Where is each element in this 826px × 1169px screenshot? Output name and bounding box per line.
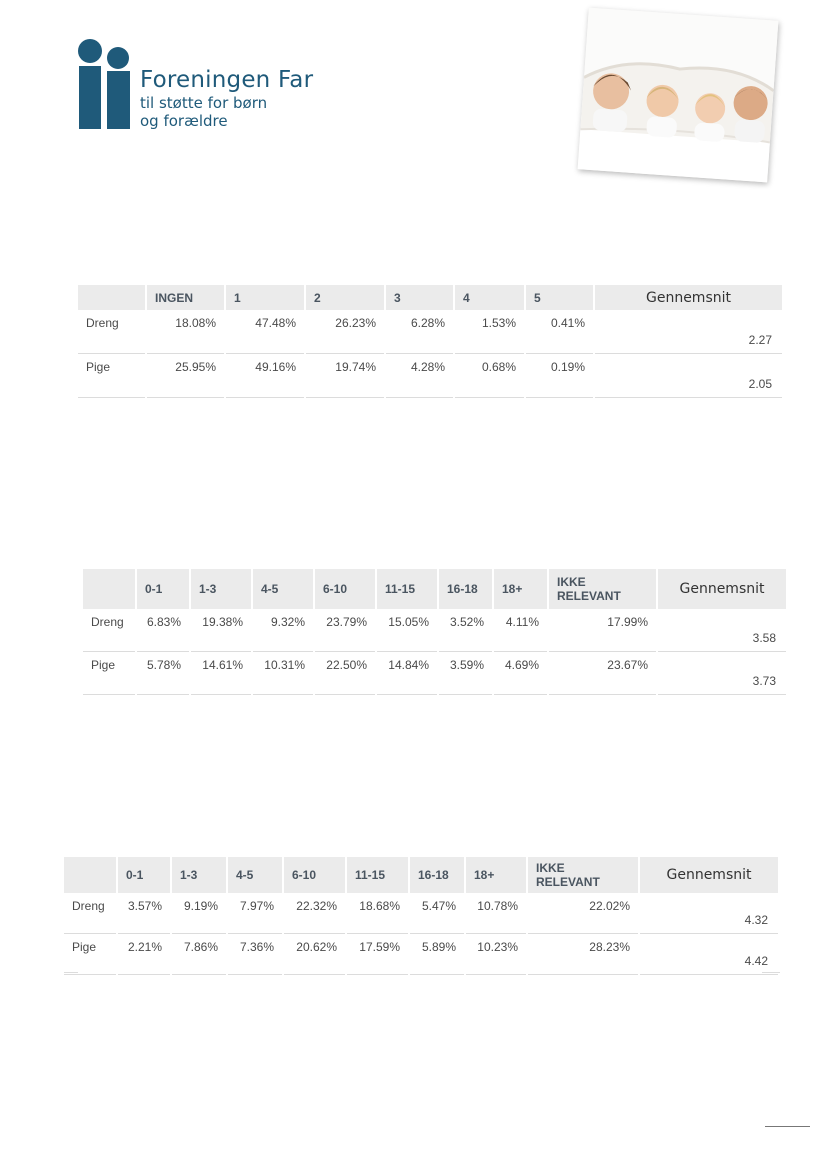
column-header: 1-3 bbox=[172, 857, 226, 893]
column-header: 0-1 bbox=[118, 857, 170, 893]
table-cell: 22.02% bbox=[528, 893, 638, 934]
table-cell: 4.11% bbox=[494, 609, 547, 652]
table-cell: 0.68% bbox=[455, 354, 524, 398]
column-header: 3 bbox=[386, 285, 453, 310]
row-label: Pige bbox=[78, 354, 145, 398]
avg-cell: 4.42 bbox=[640, 934, 778, 975]
table-cell: 18.08% bbox=[147, 310, 224, 354]
row-label: Dreng bbox=[83, 609, 135, 652]
table-cell: 5.47% bbox=[410, 893, 464, 934]
table-cell: 19.38% bbox=[191, 609, 251, 652]
table-cell: 9.19% bbox=[172, 893, 226, 934]
row-label: Pige bbox=[83, 652, 135, 695]
table-cell: 2.21% bbox=[118, 934, 170, 975]
table-cell: 0.19% bbox=[526, 354, 593, 398]
logo-subtitle-line1: til støtte for børn bbox=[140, 94, 268, 112]
column-header: 4-5 bbox=[253, 569, 313, 609]
table-cell: 18.68% bbox=[347, 893, 408, 934]
stats-table-2 bbox=[81, 569, 788, 695]
table-cell: 17.99% bbox=[549, 609, 656, 652]
table-cell: 10.78% bbox=[466, 893, 526, 934]
table-header-row bbox=[78, 285, 782, 310]
table-cell: 14.61% bbox=[191, 652, 251, 695]
table-cell: 3.52% bbox=[439, 609, 492, 652]
avg-cell: 2.05 bbox=[595, 354, 782, 398]
column-header: 18+ bbox=[494, 569, 547, 609]
table-cell: 7.86% bbox=[172, 934, 226, 975]
avg-column-header: Gennemsnit bbox=[640, 857, 778, 893]
table-cell: 25.95% bbox=[147, 354, 224, 398]
avg-column-header: Gennemsnit bbox=[595, 285, 782, 310]
table-cell: 17.59% bbox=[347, 934, 408, 975]
column-header: INGEN bbox=[147, 285, 224, 310]
logo-mark-icon bbox=[78, 38, 138, 134]
column-header: 6-10 bbox=[284, 857, 345, 893]
column-header: 18+ bbox=[466, 857, 526, 893]
table-cell: 23.67% bbox=[549, 652, 656, 695]
table-cell: 4.69% bbox=[494, 652, 547, 695]
stats-table-1 bbox=[76, 285, 784, 398]
avg-column-header: Gennemsnit bbox=[658, 569, 786, 609]
table-cell: 6.28% bbox=[386, 310, 453, 354]
table-header-row bbox=[64, 857, 778, 893]
column-header: 6-10 bbox=[315, 569, 375, 609]
table-cell: 14.84% bbox=[377, 652, 437, 695]
footer-rule bbox=[765, 1126, 810, 1127]
table-cell: 22.32% bbox=[284, 893, 345, 934]
column-header: 4-5 bbox=[228, 857, 282, 893]
table-row bbox=[64, 893, 778, 934]
logo-subtitle-line2: og forældre bbox=[140, 112, 228, 130]
avg-cell: 3.58 bbox=[658, 609, 786, 652]
table-cell: 47.48% bbox=[226, 310, 304, 354]
column-header: IKKE RELEVANT bbox=[528, 857, 638, 893]
table-cell: 7.36% bbox=[228, 934, 282, 975]
column-header: 0-1 bbox=[137, 569, 189, 609]
column-header: 5 bbox=[526, 285, 593, 310]
family-photo bbox=[578, 8, 779, 183]
stats-table-3 bbox=[62, 857, 780, 975]
table-row bbox=[83, 609, 786, 652]
table-cell: 20.62% bbox=[284, 934, 345, 975]
row-label: Dreng bbox=[78, 310, 145, 354]
table-row bbox=[64, 934, 778, 975]
column-header: 1-3 bbox=[191, 569, 251, 609]
column-header: 4 bbox=[455, 285, 524, 310]
avg-cell: 3.73 bbox=[658, 652, 786, 695]
avg-cell: 2.27 bbox=[595, 310, 782, 354]
table-cell: 15.05% bbox=[377, 609, 437, 652]
row-label: Dreng bbox=[64, 893, 116, 934]
column-header: 11-15 bbox=[347, 857, 408, 893]
table-row bbox=[83, 652, 786, 695]
column-header bbox=[78, 285, 145, 310]
column-header: IKKE RELEVANT bbox=[549, 569, 656, 609]
column-header: 16-18 bbox=[439, 569, 492, 609]
table-header-row bbox=[83, 569, 786, 609]
row-label: Pige bbox=[64, 934, 116, 975]
table-cell: 3.59% bbox=[439, 652, 492, 695]
divider bbox=[762, 972, 780, 973]
table-cell: 5.78% bbox=[137, 652, 189, 695]
table-cell: 22.50% bbox=[315, 652, 375, 695]
column-header: 11-15 bbox=[377, 569, 437, 609]
table-cell: 6.83% bbox=[137, 609, 189, 652]
logo bbox=[78, 38, 338, 138]
table-cell: 9.32% bbox=[253, 609, 313, 652]
table-cell: 28.23% bbox=[528, 934, 638, 975]
table-row bbox=[78, 310, 782, 354]
table-cell: 10.31% bbox=[253, 652, 313, 695]
column-header: 1 bbox=[226, 285, 304, 310]
table-cell: 0.41% bbox=[526, 310, 593, 354]
avg-cell: 4.32 bbox=[640, 893, 778, 934]
table-cell: 49.16% bbox=[226, 354, 304, 398]
logo-name: Foreningen Far bbox=[140, 67, 314, 93]
table-cell: 3.57% bbox=[118, 893, 170, 934]
table-row bbox=[78, 354, 782, 398]
table-cell: 19.74% bbox=[306, 354, 384, 398]
table-cell: 26.23% bbox=[306, 310, 384, 354]
table-cell: 10.23% bbox=[466, 934, 526, 975]
table-cell: 1.53% bbox=[455, 310, 524, 354]
column-header: 2 bbox=[306, 285, 384, 310]
column-header: 16-18 bbox=[410, 857, 464, 893]
divider bbox=[64, 972, 78, 973]
table-cell: 5.89% bbox=[410, 934, 464, 975]
table-cell: 7.97% bbox=[228, 893, 282, 934]
column-header bbox=[83, 569, 135, 609]
table-cell: 4.28% bbox=[386, 354, 453, 398]
column-header bbox=[64, 857, 116, 893]
table-cell: 23.79% bbox=[315, 609, 375, 652]
